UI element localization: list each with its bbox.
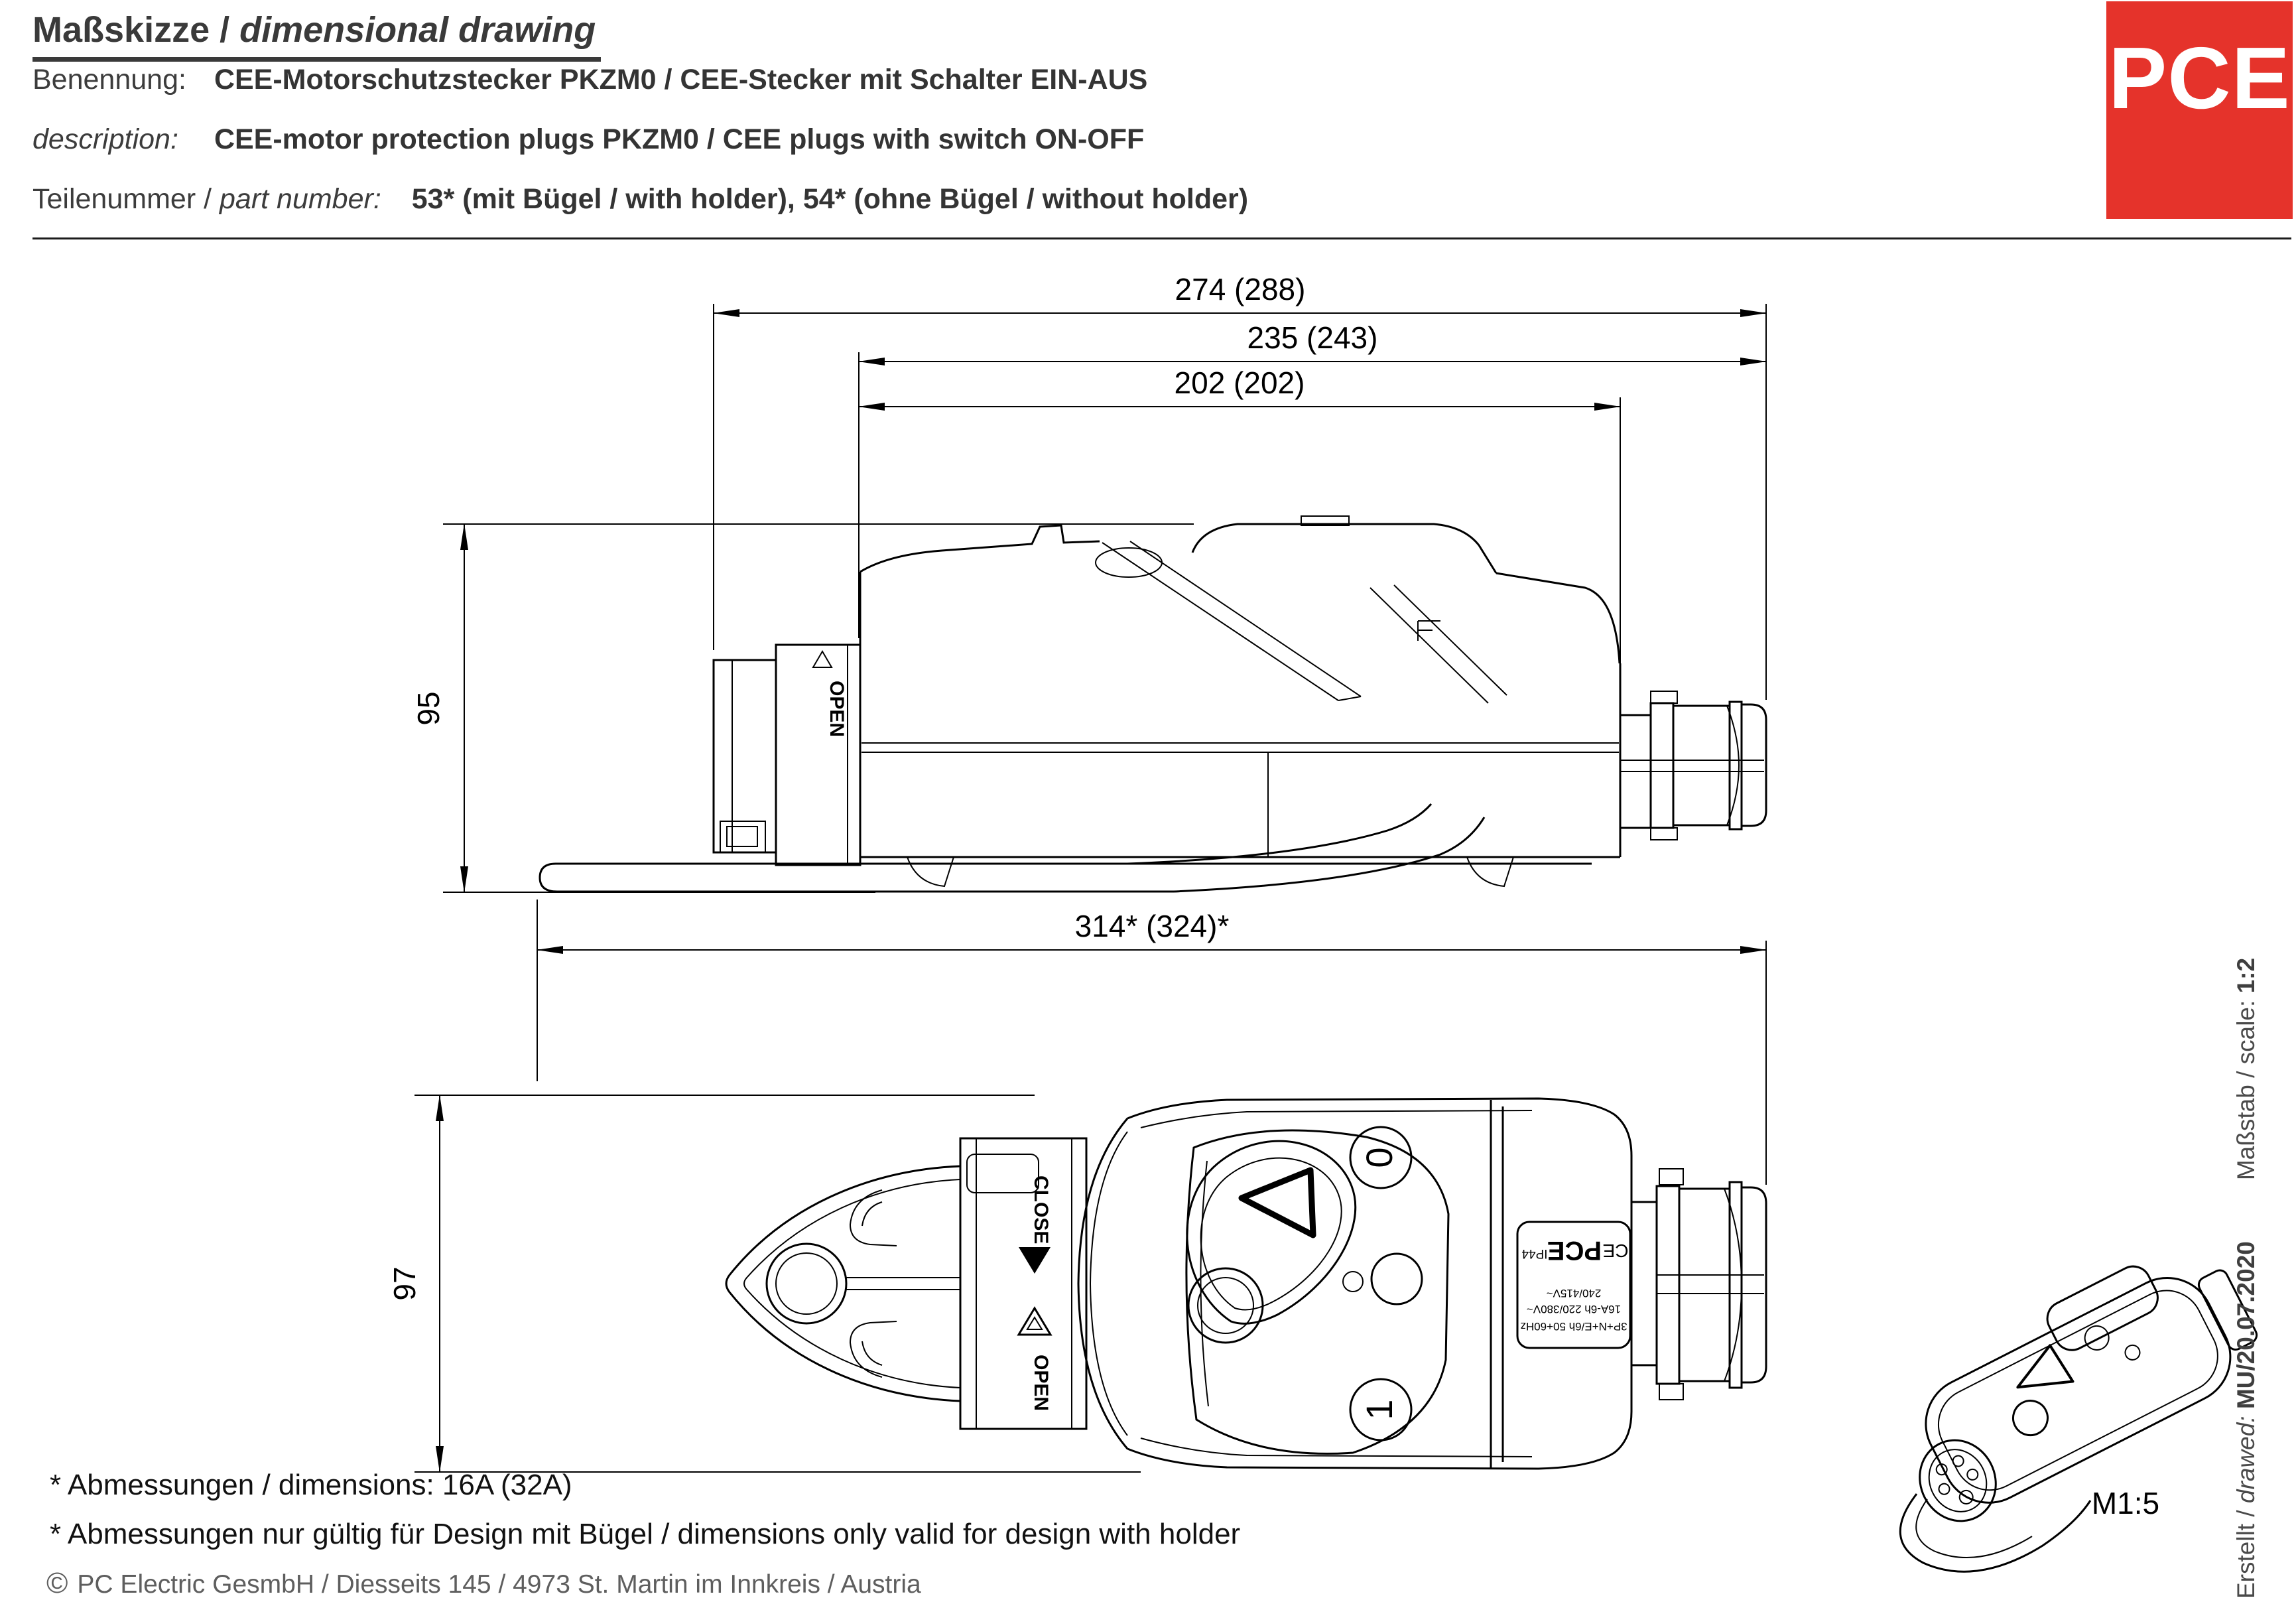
rating-plate bbox=[1517, 1222, 1630, 1348]
top-view-dimensions bbox=[415, 900, 1766, 1472]
side-view-dimensions bbox=[443, 304, 1766, 892]
top-view bbox=[387, 900, 1766, 1472]
top-view-cable-gland bbox=[1631, 1169, 1766, 1400]
gland-nut bbox=[1679, 1189, 1730, 1381]
benennung-label: Benennung: bbox=[32, 64, 186, 96]
gland-cap bbox=[1742, 1187, 1766, 1382]
close-arrow-icon bbox=[1019, 1247, 1051, 1274]
top-view-collar bbox=[960, 1138, 1086, 1429]
body-top-left bbox=[860, 525, 1100, 572]
iso-plateau bbox=[2041, 1260, 2163, 1356]
switch-off-label: 0 bbox=[1358, 1147, 1400, 1168]
holder-stem bbox=[846, 1278, 960, 1290]
holder-ring-inner bbox=[776, 1253, 837, 1314]
open-label-top: OPEN bbox=[1030, 1355, 1052, 1412]
body-feet bbox=[907, 857, 1513, 886]
gland-washer-2 bbox=[1730, 702, 1742, 829]
gland-cap bbox=[1742, 704, 1766, 826]
gland-tab-top bbox=[1651, 691, 1677, 703]
created-value: MU/20.07.2020 bbox=[2232, 1241, 2260, 1416]
iso-pin bbox=[1937, 1482, 1952, 1497]
switch-plate bbox=[1186, 1130, 1448, 1453]
holder-curve-top bbox=[1127, 804, 1431, 864]
footer-note-2: * Abmessungen nur gültig für Design mit Bügel / dimensions only valid for design with holder bbox=[50, 1518, 1241, 1550]
side-view-cable-gland bbox=[1620, 691, 1766, 840]
partnumber-value: 53* (mit Bügel / with holder), 54* (ohne Bügel / without holder) bbox=[411, 183, 1249, 215]
body-dot bbox=[1343, 1272, 1363, 1292]
iso-body bbox=[1899, 1229, 2272, 1518]
dim-label-total-length: 274 (288) bbox=[1175, 272, 1306, 306]
gland-neck-lines bbox=[1631, 1202, 1657, 1365]
rating-ip: IP44 bbox=[1521, 1246, 1548, 1260]
page-title-en: dimensional drawing bbox=[229, 10, 596, 50]
partnumber-label-en: part number: bbox=[219, 183, 381, 215]
side-view-holder bbox=[540, 804, 1484, 892]
side-view-connector bbox=[714, 645, 860, 865]
holder-hook-upper bbox=[850, 1190, 897, 1246]
footer-note-1: * Abmessungen / dimensions: 16A (32A) bbox=[50, 1469, 572, 1501]
body-wedge-2 bbox=[1370, 585, 1507, 703]
open-arrow-icon-inner bbox=[1027, 1317, 1042, 1329]
body-nose-arc-inner bbox=[1090, 1132, 1127, 1435]
gland-washer-2 bbox=[1730, 1182, 1742, 1388]
copyright-line bbox=[46, 1567, 921, 1600]
iso-pin bbox=[1966, 1467, 1980, 1482]
switch-plateau bbox=[1192, 524, 1496, 573]
open-label-side: OPEN bbox=[826, 681, 848, 738]
iso-toggle-triangle-icon bbox=[2008, 1343, 2073, 1404]
side-view bbox=[411, 272, 1766, 892]
iso-connector-inner bbox=[1919, 1439, 1997, 1522]
gland-nut bbox=[1673, 706, 1730, 825]
iso-scale-label: M1:5 bbox=[2091, 1486, 2160, 1520]
body-right-shoulder bbox=[1496, 573, 1620, 663]
dim-label-body-length: 202 (202) bbox=[1174, 366, 1305, 400]
top-view-holder bbox=[726, 1166, 960, 1401]
body-parting-line bbox=[861, 743, 1619, 752]
iso-toggle-pivot bbox=[2008, 1395, 2054, 1441]
gland-washer bbox=[1657, 1186, 1679, 1384]
body-inner-top bbox=[1141, 1110, 1532, 1128]
scale-label: Maßstab / scale: bbox=[2232, 993, 2260, 1181]
description-value: CEE-motor protection plugs PKZM0 / CEE plugs with switch ON-OFF bbox=[214, 123, 1145, 155]
page-title-de: Maßskizze / bbox=[32, 10, 230, 50]
rating-line-2: 16A-6h 220/380V~ bbox=[1526, 1303, 1622, 1315]
toggle-triangle-icon bbox=[1242, 1170, 1313, 1235]
close-label: CLOSE bbox=[1030, 1175, 1052, 1244]
collar-outline bbox=[960, 1138, 1086, 1429]
dim-label-body-gland: 235 (243) bbox=[1247, 320, 1378, 355]
holder-curve-bottom bbox=[1174, 817, 1484, 892]
pce-logo-text: PCE bbox=[2108, 29, 2291, 127]
toggle-lever bbox=[1187, 1141, 1356, 1323]
iso-connector bbox=[1906, 1427, 2009, 1534]
body-oval-detail bbox=[1096, 548, 1162, 577]
benennung-value: CEE-Motorschutzstecker PKZM0 / CEE-Stecker mit Schalter EIN-AUS bbox=[214, 64, 1148, 96]
iso-detail-dot bbox=[2123, 1343, 2143, 1363]
scale-value: 1:2 bbox=[2232, 957, 2260, 994]
iso-pin bbox=[1951, 1454, 1966, 1469]
description-label: description: bbox=[32, 123, 178, 155]
connector-face bbox=[714, 660, 776, 852]
body-button bbox=[1371, 1254, 1422, 1304]
gland-tab-top bbox=[1659, 1169, 1683, 1185]
holder-hook-lower bbox=[850, 1321, 897, 1377]
top-view-body bbox=[1078, 1099, 1631, 1469]
gland-split-lines bbox=[1657, 1275, 1764, 1294]
open-arrow-icon bbox=[813, 651, 832, 667]
copyright-icon: © bbox=[46, 1567, 68, 1599]
partnumber-label-de: Teilenummer / bbox=[32, 183, 220, 215]
rating-line-3: 240/415V~ bbox=[1546, 1287, 1602, 1300]
dim-label-height: 95 bbox=[411, 691, 446, 726]
switch-on-label: 1 bbox=[1358, 1399, 1400, 1420]
copyright-text: PC Electric GesmbH / Diesseits 145 / 4973 St. Martin im Innkreis / Austria bbox=[77, 1570, 921, 1599]
toggle-pivot bbox=[1188, 1268, 1263, 1343]
gland-tab-bottom bbox=[1651, 828, 1677, 840]
iso-body-outline bbox=[1910, 1262, 2246, 1518]
rating-line-1: 3P+N+E/6h 50+60Hz bbox=[1520, 1320, 1627, 1333]
title-block-vertical-text bbox=[2232, 949, 2275, 1599]
holder-outline bbox=[726, 1166, 960, 1401]
dim-label-width: 97 bbox=[387, 1266, 422, 1301]
open-arrow-icon bbox=[1019, 1308, 1051, 1335]
side-view-body bbox=[860, 516, 1620, 886]
rating-brand: PCE bbox=[1547, 1236, 1602, 1265]
gland-tab-bottom bbox=[1659, 1384, 1683, 1400]
holder-bar bbox=[556, 864, 1174, 892]
iso-view bbox=[1899, 1229, 2272, 1571]
holder-ring bbox=[767, 1244, 846, 1323]
switch-plate-inner bbox=[1200, 1161, 1208, 1406]
toggle-lever-inner bbox=[1201, 1158, 1342, 1310]
body-step-lines bbox=[1491, 1100, 1503, 1469]
created-label-de: Erstellt / bbox=[2232, 1503, 2260, 1599]
toggle-pivot-inner bbox=[1198, 1278, 1253, 1333]
created-label-en: drawed: bbox=[2232, 1416, 2260, 1504]
holder-tip bbox=[540, 864, 557, 892]
gland-washer bbox=[1651, 703, 1673, 828]
iso-connector-face bbox=[1906, 1427, 2009, 1534]
connector-latch-inner bbox=[727, 827, 757, 846]
dim-label-total-with-holder: 314* (324)* bbox=[1074, 909, 1230, 943]
collar-notch bbox=[967, 1154, 1039, 1193]
body-wedge-1 bbox=[1102, 541, 1361, 701]
gland-chamfer bbox=[1724, 1189, 1742, 1381]
rating-ce-mark: CE bbox=[1602, 1240, 1629, 1261]
